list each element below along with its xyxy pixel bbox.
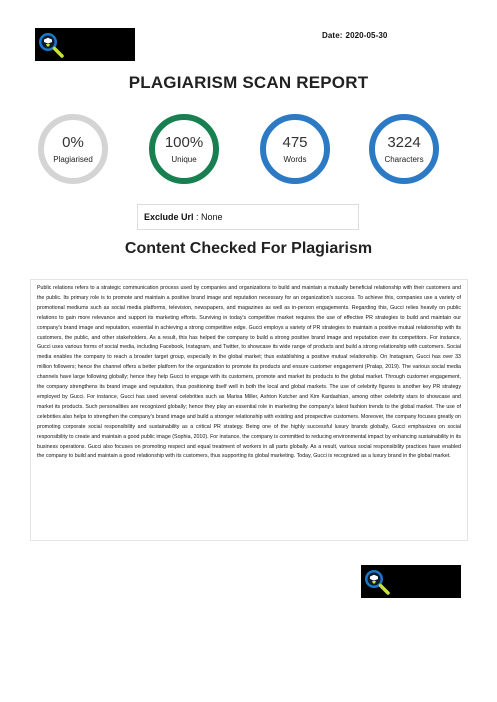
stat-unique (149, 114, 219, 184)
report-date (322, 31, 387, 40)
stat-words (260, 114, 330, 184)
magnifier-logo-icon (363, 568, 393, 596)
stat-unique-label: Unique (171, 155, 197, 164)
stat-unique-value: 100% (164, 134, 204, 151)
header-logo (35, 28, 135, 61)
stat-characters (369, 114, 439, 184)
stat-characters-value: 3224 (387, 134, 421, 151)
stat-words-label: Words (283, 155, 307, 164)
checked-content-text: Public relations refers to a strategic communication process used by companies and organizations to build and maintain a mutually beneficial relationship with their customers and the public. Its primary role is to promote and maintain a positive brand image and reputation necessary for an organization's success. To achieve this, companies use a variety of promotional mediums such as social media platforms, television, newspapers, and magazines as well as in-person engagements. Regarding this, Gucci relies heavily on public relations to gain more relevance and support its marketing efforts. Surviving in today's competitive market requires the use of effective PR strategies to build and maintain our company's brand image and reputation, essential in achieving a strong competitive edge. Gucci employs a variety of PR strategies to maintain a positive mutual relationship with its customers, the public, and other stakeholders. As a result, this has helped the company to build a strong positive brand image and reputation over its competitors. For instance, Gucci uses various forms of social media, including Facebook, Instagram, and Twitter, to showcase its wide range of products and build a strong relationship with customers. Social media enables the company to reach a broader target group, especially in the global market; thus establishing a positive mutual relationship. On Instagram, Gucci has over 33 million followers; hence the channel offers a better platform for the organization to promote its products and ensure customer engagement (Pratap, 2019). The various social media channels have large following globally; hence they help Gucci to engage with its customers, promote and market its products to the global market. Through customer engagement, the company strengthens its brand image and reputation, thus positioning itself well in both the local and global markets. The use of celebrity figures is another key PR strategy employed by Gucci. For instance, Gucci has used several celebrities such as Marisa Miller, Ashton Kutcher and Kim Kardashian, among other celebrity stars to showcase and market its products. Such personalities are recognized globally; hence they play an essential role in marketing the company's latest fashion trends to the global market. The use of celebrities also helps to strengthen the company's brand image and build a stronger relationship with existing and prospective customers. Moreover, the company focuses greatly on promoting corporate social responsibility and sustainability as a critical PR strategy. Being one of the highly successful luxury brands globally, Gucci emphasizes on social responsibility to create and maintain a good public image (Sophia, 2010). For instance, the company is committed to reducing environmental impact by enhancing sustainability in its business operations. Gucci also focuses on promoting respect and equal treatment of workers in all parts globally. As a result, various social responsibility practices have enabled the company to build and maintain a good relationship with its customers, thus supporting its global marketing. Today, Gucci is recognized as a luxury brand in the global market. (30, 279, 468, 541)
footer-logo (361, 565, 461, 598)
exclude-url-label: Exclude Url (144, 212, 194, 222)
date-value: 2020-05-30 (345, 31, 388, 40)
report-title: PLAGIARISM SCAN REPORT (128, 73, 369, 92)
exclude-url-value: None (201, 212, 223, 222)
exclude-url-box: Exclude Url : None (137, 204, 359, 230)
stat-words-value: 475 (282, 134, 308, 151)
stat-plagiarised-value: 0% (62, 134, 84, 151)
magnifier-logo-icon (37, 31, 67, 59)
stat-plagiarised (38, 114, 108, 184)
stat-plagiarised-label: Plagiarised (53, 155, 93, 164)
stat-characters-label: Characters (384, 155, 424, 164)
content-heading: Content Checked For Plagiarism (124, 240, 373, 257)
date-label: Date: (322, 31, 343, 40)
